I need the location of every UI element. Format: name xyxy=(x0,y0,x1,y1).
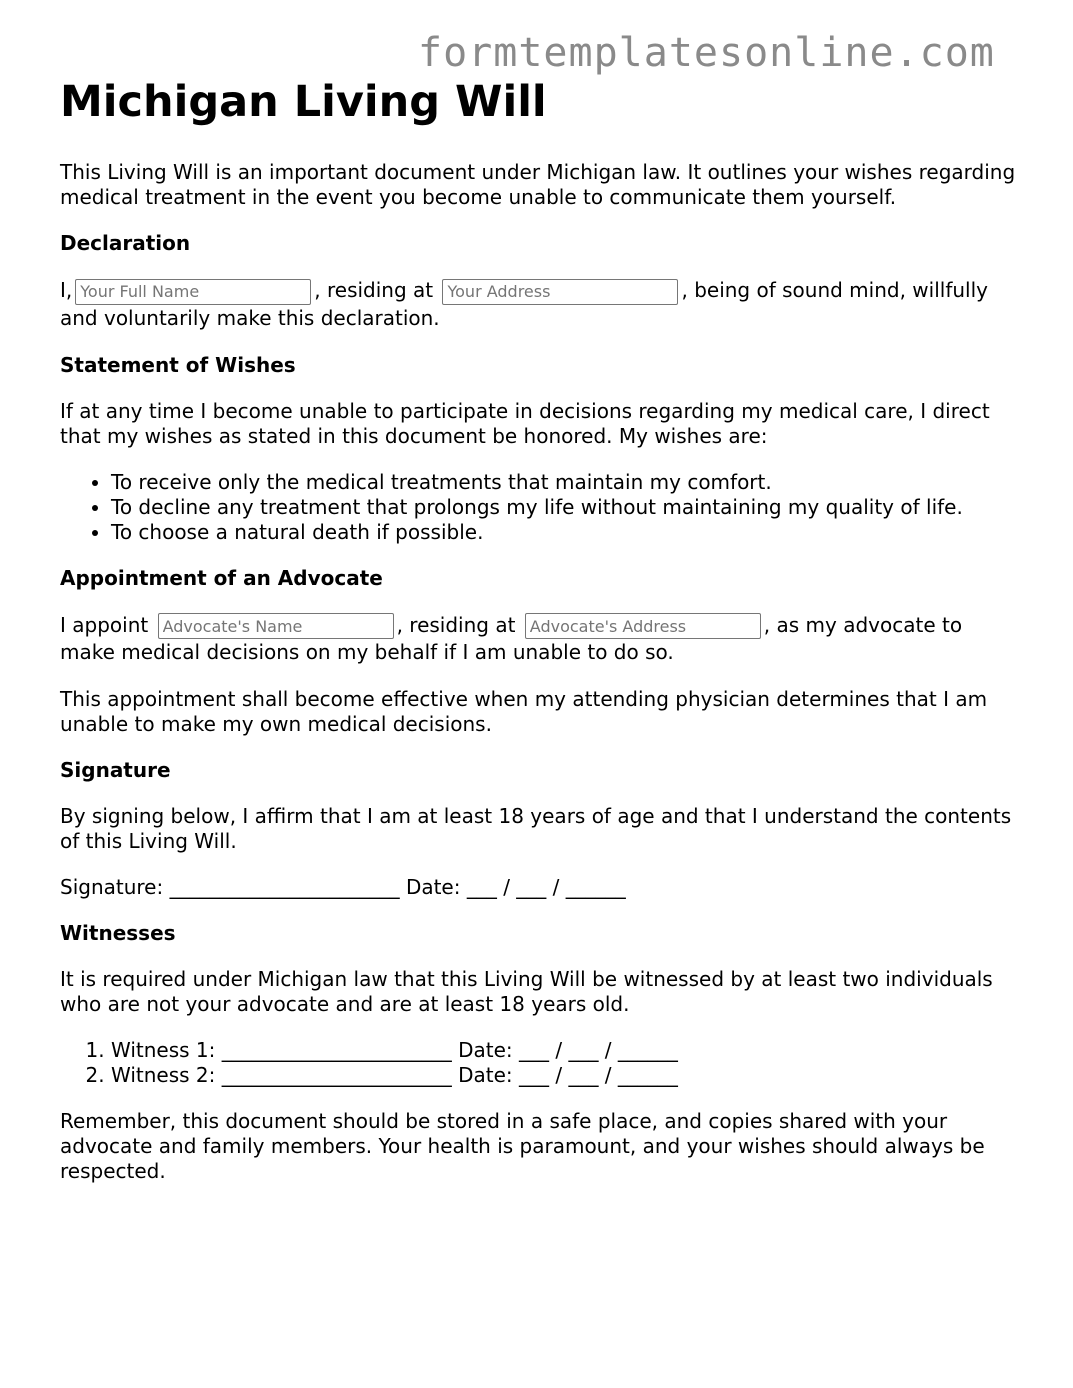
advocate-prefix: I appoint xyxy=(60,612,149,637)
wishes-heading: Statement of Wishes xyxy=(60,352,296,377)
list-item: 2. Witness 2: _______________________ Date: ___ / ___ / ______ xyxy=(111,1063,1020,1088)
watermark: formtemplatesonline.com xyxy=(418,30,995,76)
witnesses-heading: Witnesses xyxy=(60,921,176,945)
page-title: Michigan Living Will xyxy=(60,77,547,127)
witnesses-list xyxy=(60,1038,1020,1088)
advocate-paragraph xyxy=(60,612,1020,667)
declaration-residing-text: , residing at xyxy=(314,278,434,302)
full-name-input[interactable] xyxy=(75,279,311,305)
address-input[interactable] xyxy=(442,279,678,305)
list-item: • To decline any treatment that prolongs my life without maintaining my quality of life. xyxy=(111,495,1020,520)
advocate-effective-paragraph: This appointment shall become effective when my attending physician determines that I am unable to make my own medical decisions. xyxy=(60,687,988,736)
advocate-name-input[interactable] xyxy=(158,613,394,639)
advocate-suffix: , as my advocate to make medical decisions on my behalf if I am unable to do so. xyxy=(60,612,963,664)
signature-heading: Signature xyxy=(60,758,171,782)
list-item: • To receive only the medical treatments that maintain my comfort. xyxy=(111,470,1020,495)
advocate-heading: Appointment of an Advocate xyxy=(60,565,383,590)
signature-paragraph: By signing below, I affirm that I am at least 18 years of age and that I understand the contents of this Living Will. xyxy=(60,804,1012,853)
declaration-paragraph xyxy=(60,277,1020,332)
advocate-address-input[interactable] xyxy=(525,613,761,639)
list-item: • To choose a natural death if possible. xyxy=(111,520,1020,545)
signature-line: Signature: _______________________ Date: ___ / ___ / ______ xyxy=(60,875,626,899)
witnesses-paragraph: It is required under Michigan law that this Living Will be witnessed by at least two individuals who are not your advocate and are at least 18 years old. xyxy=(60,967,993,1016)
declaration-prefix: I, xyxy=(60,278,73,302)
advocate-residing-text: , residing at xyxy=(396,612,516,637)
wishes-paragraph: If at any time I become unable to participate in decisions regarding my medical care, I direct that my wishes as stated in this document be honored. My wishes are: xyxy=(60,398,990,448)
intro-paragraph: This Living Will is an important document under Michigan law. It outlines your wishes regarding medical treatment in the event you become unable to communicate them yourself. xyxy=(60,160,1016,209)
document-page xyxy=(60,74,1020,1205)
declaration-suffix: , being of sound mind, willfully and voluntarily make this declaration. xyxy=(60,278,988,330)
declaration-heading: Declaration xyxy=(60,231,191,255)
wishes-list xyxy=(60,470,1020,545)
closing-paragraph: Remember, this document should be stored in a safe place, and copies shared with your advocate and family members. Your health is paramount, and your wishes should always be respected. xyxy=(60,1109,985,1183)
list-item: 1. Witness 1: _______________________ Date: ___ / ___ / ______ xyxy=(111,1038,1020,1063)
